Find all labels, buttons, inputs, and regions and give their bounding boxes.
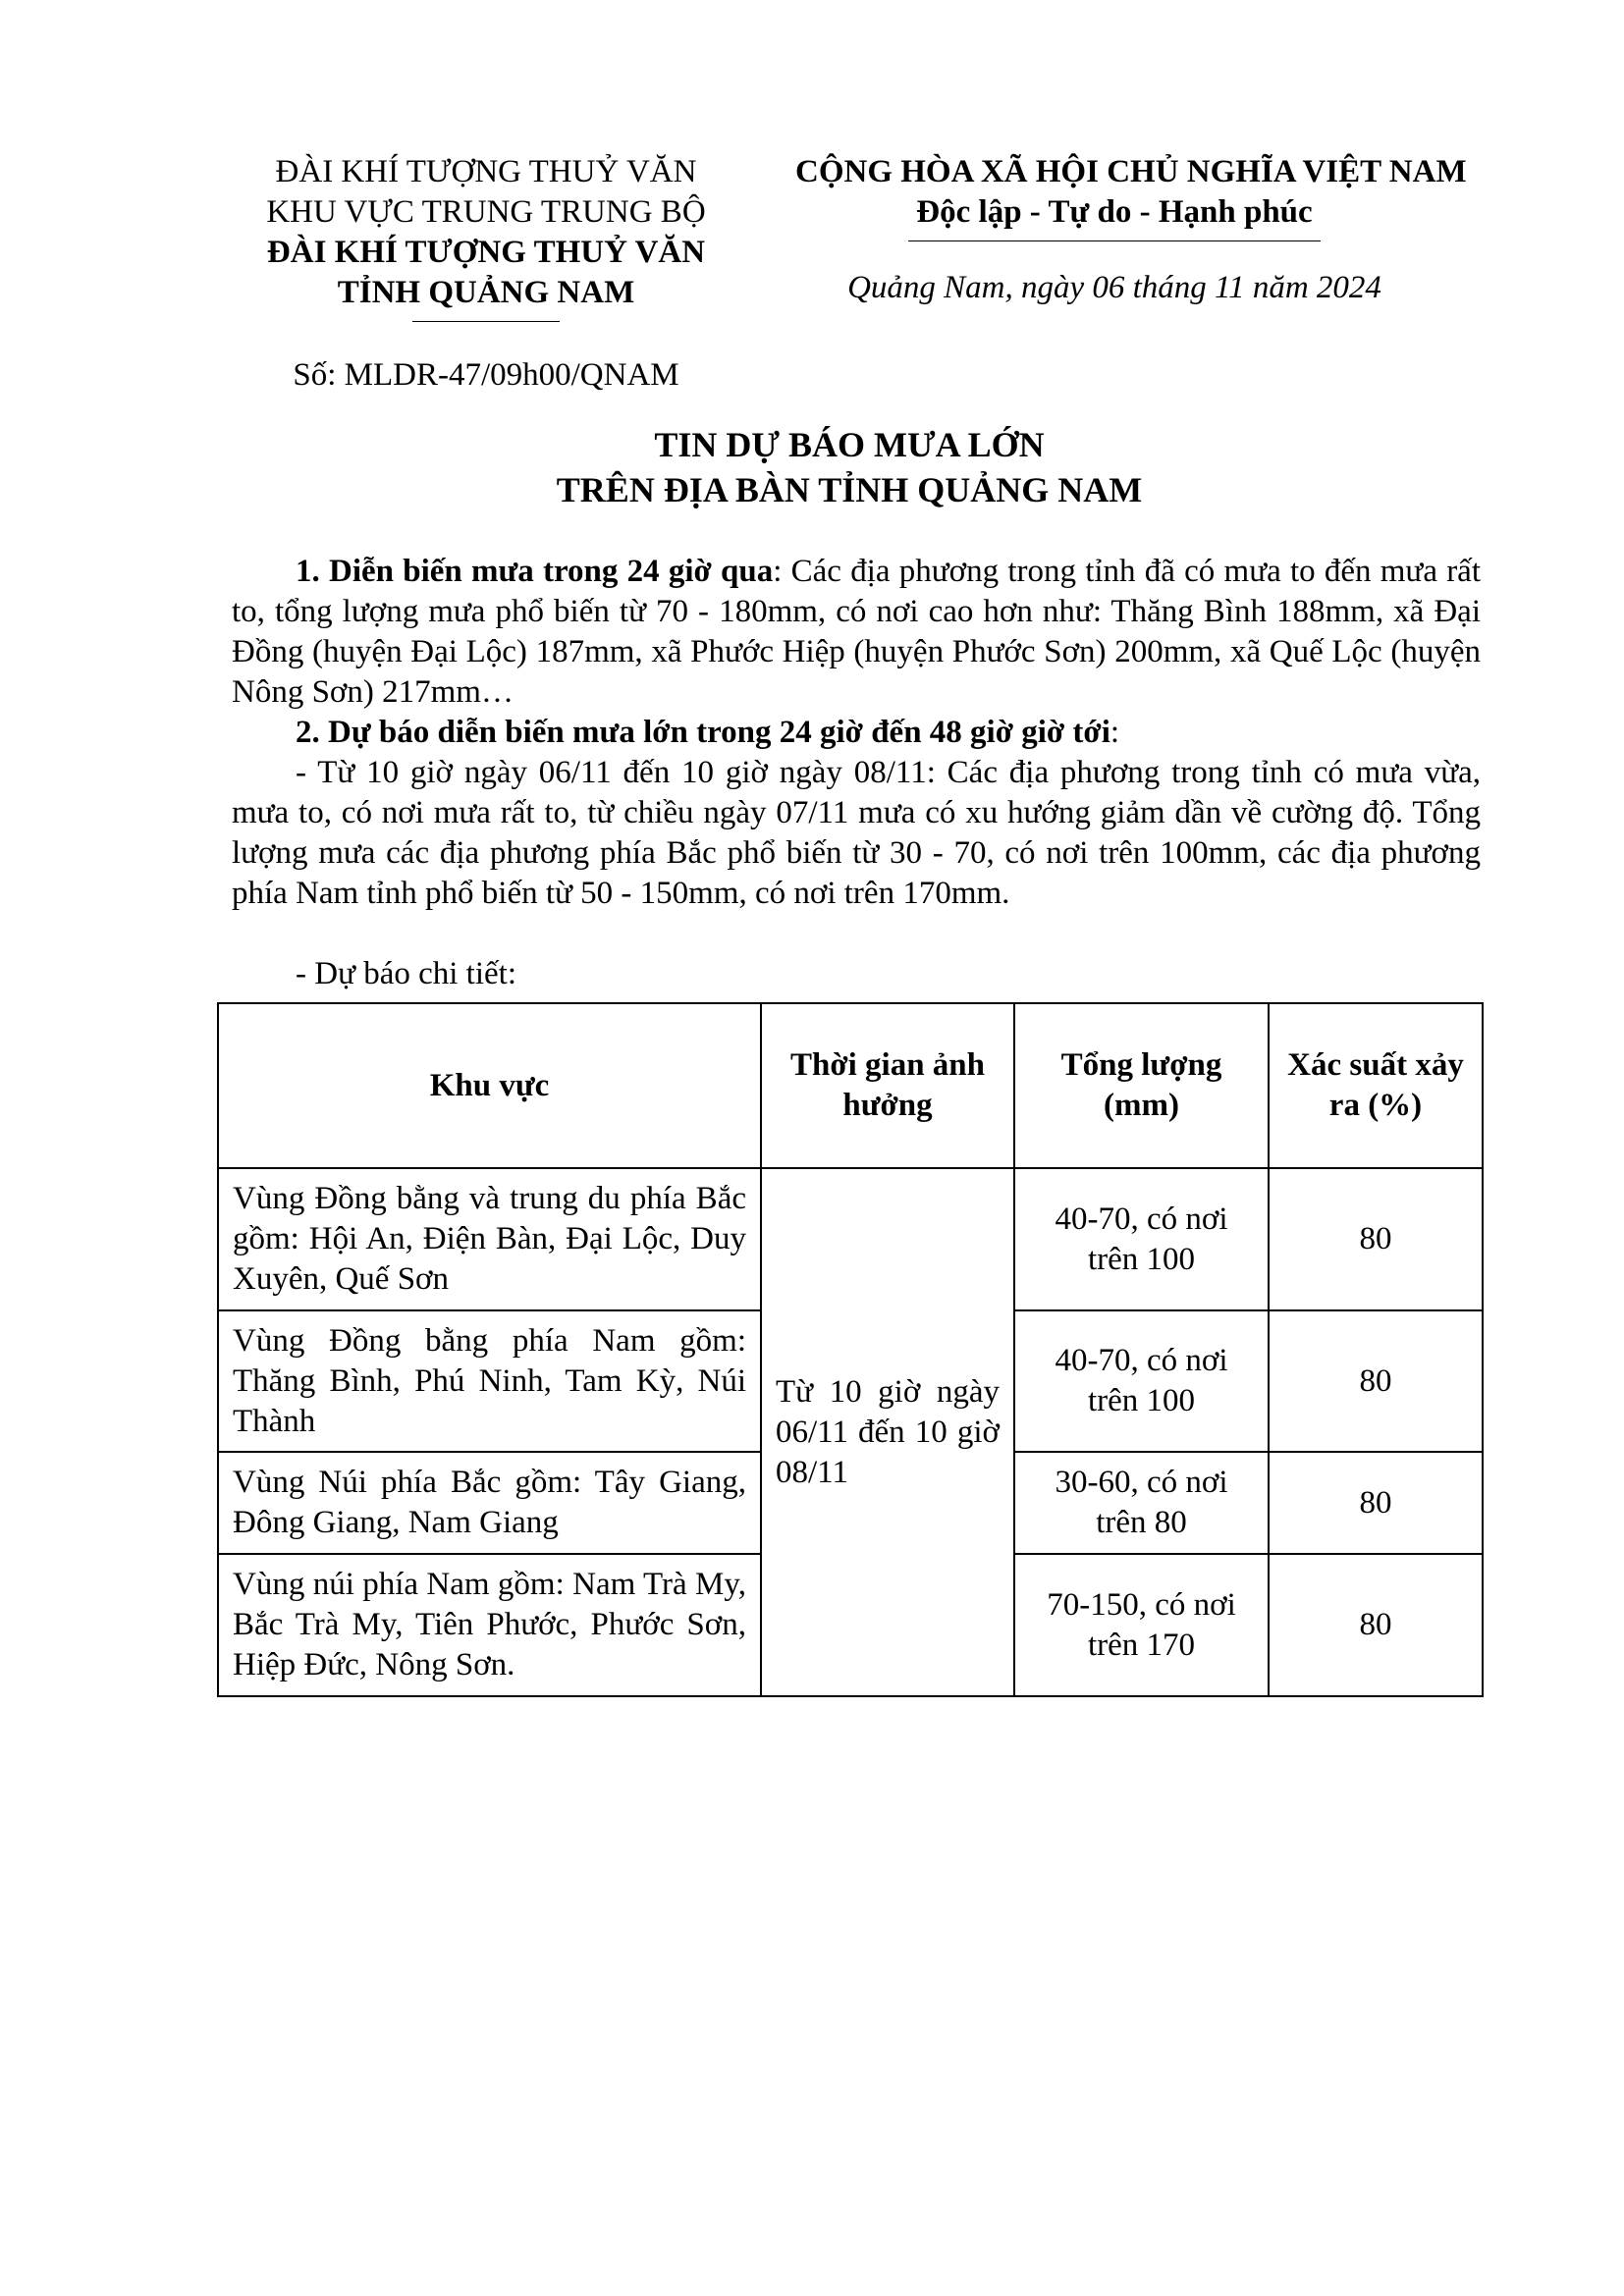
header-region: Khu vực	[218, 1003, 761, 1168]
row-amount: 70-150, có nơi trên 170	[1014, 1554, 1269, 1696]
section-1-paragraph	[232, 552, 1481, 713]
title-line2: TRÊN ĐỊA BÀN TỈNH QUẢNG NAM	[556, 470, 1143, 509]
agency-name-line2: TỈNH QUẢNG NAM	[337, 275, 635, 310]
table-header-row	[218, 1003, 1483, 1168]
header-amount: Tổng lượng (mm)	[1014, 1003, 1269, 1168]
section-1-text: : Các địa phương trong tỉnh đã có mưa to đến mưa rất to, tổng lượng mưa phổ biến từ 70 - 180mm, có nơi cao hơn như: Thăng Bình 188mm, xã Đại Đồng (huyện Đại Lộc) 187mm, xã Phước Hiệp (huyện Phước Sơn) 200mm, xã Quế Lộc (huyện Nông Sơn) 217mm…	[232, 554, 1481, 710]
row-amount: 40-70, có nơi trên 100	[1014, 1168, 1269, 1310]
national-motto-block	[795, 152, 1467, 241]
section-2-heading-line	[232, 713, 1481, 753]
issuing-agency-block	[221, 152, 751, 322]
agency-name-line1: ĐÀI KHÍ TƯỢNG THUỶ VĂN	[266, 235, 706, 270]
section-2-paragraph: - Từ 10 giờ ngày 06/11 đến 10 giờ ngày 08/11: Các địa phương trong tỉnh có mưa vừa, mưa to, có nơi mưa rất to, từ chiều ngày 07/11 mưa có xu hướng giảm dần về cường độ. Tổng lượng mưa các địa phương phía Bắc phổ biến từ 30 - 70, có nơi trên 100mm, các địa phương phía Nam tỉnh phổ biến từ 50 - 150mm, có nơi trên 170mm.	[232, 755, 1481, 911]
header-probability: Xác suất xảy ra (%)	[1269, 1003, 1483, 1168]
section-1-heading: 1. Diễn biến mưa trong 24 giờ qua	[296, 554, 774, 589]
agency-divider	[412, 321, 560, 322]
row-probability: 80	[1269, 1168, 1483, 1310]
row-region: Vùng Núi phía Bắc gồm: Tây Giang, Đông Giang, Nam Giang	[218, 1452, 761, 1554]
agency-parent-line1: ĐÀI KHÍ TƯỢNG THUỶ VĂN	[275, 154, 697, 189]
row-amount: 30-60, có nơi trên 80	[1014, 1452, 1269, 1554]
country-name: CỘNG HÒA XÃ HỘI CHỦ NGHĨA VIỆT NAM	[795, 154, 1467, 189]
row-region: Vùng Đồng bằng phía Nam gồm: Thăng Bình, Phú Ninh, Tam Kỳ, Núi Thành	[218, 1310, 761, 1452]
detail-forecast-label: - Dự báo chi tiết:	[296, 956, 516, 991]
row-region: Vùng núi phía Nam gồm: Nam Trà My, Bắc Trà My, Tiên Phước, Phước Sơn, Hiệp Đức, Nông Sơn.	[218, 1554, 761, 1696]
section-2-heading: 2. Dự báo diễn biến mưa lớn trong 24 giờ đến 48 giờ giờ tới	[296, 715, 1110, 750]
header-time: Thời gian ảnh hưởng	[761, 1003, 1014, 1168]
row-probability: 80	[1269, 1452, 1483, 1554]
row-probability: 80	[1269, 1554, 1483, 1696]
title-line1: TIN DỰ BÁO MƯA LỚN	[654, 425, 1045, 464]
forecast-table	[217, 1002, 1484, 1697]
section-2-heading-colon: :	[1110, 715, 1120, 750]
agency-parent-line2: KHU VỰC TRUNG TRUNG BỘ	[266, 194, 706, 230]
document-date: Quảng Nam, ngày 06 tháng 11 năm 2024	[847, 270, 1381, 305]
row-region: Vùng Đồng bằng và trung du phía Bắc gồm: Hội An, Điện Bàn, Đại Lộc, Duy Xuyên, Quế Sơn	[218, 1168, 761, 1310]
document-number: Số: MLDR-47/09h00/QNAM	[293, 357, 679, 393]
motto-divider	[908, 240, 1321, 241]
national-motto: Độc lập - Tự do - Hạnh phúc	[916, 194, 1313, 230]
row-amount: 40-70, có nơi trên 100	[1014, 1310, 1269, 1452]
table-row	[218, 1168, 1483, 1310]
row-probability: 80	[1269, 1310, 1483, 1452]
row-time: Từ 10 giờ ngày 06/11 đến 10 giờ 08/11	[761, 1168, 1014, 1696]
document-title	[221, 422, 1478, 512]
